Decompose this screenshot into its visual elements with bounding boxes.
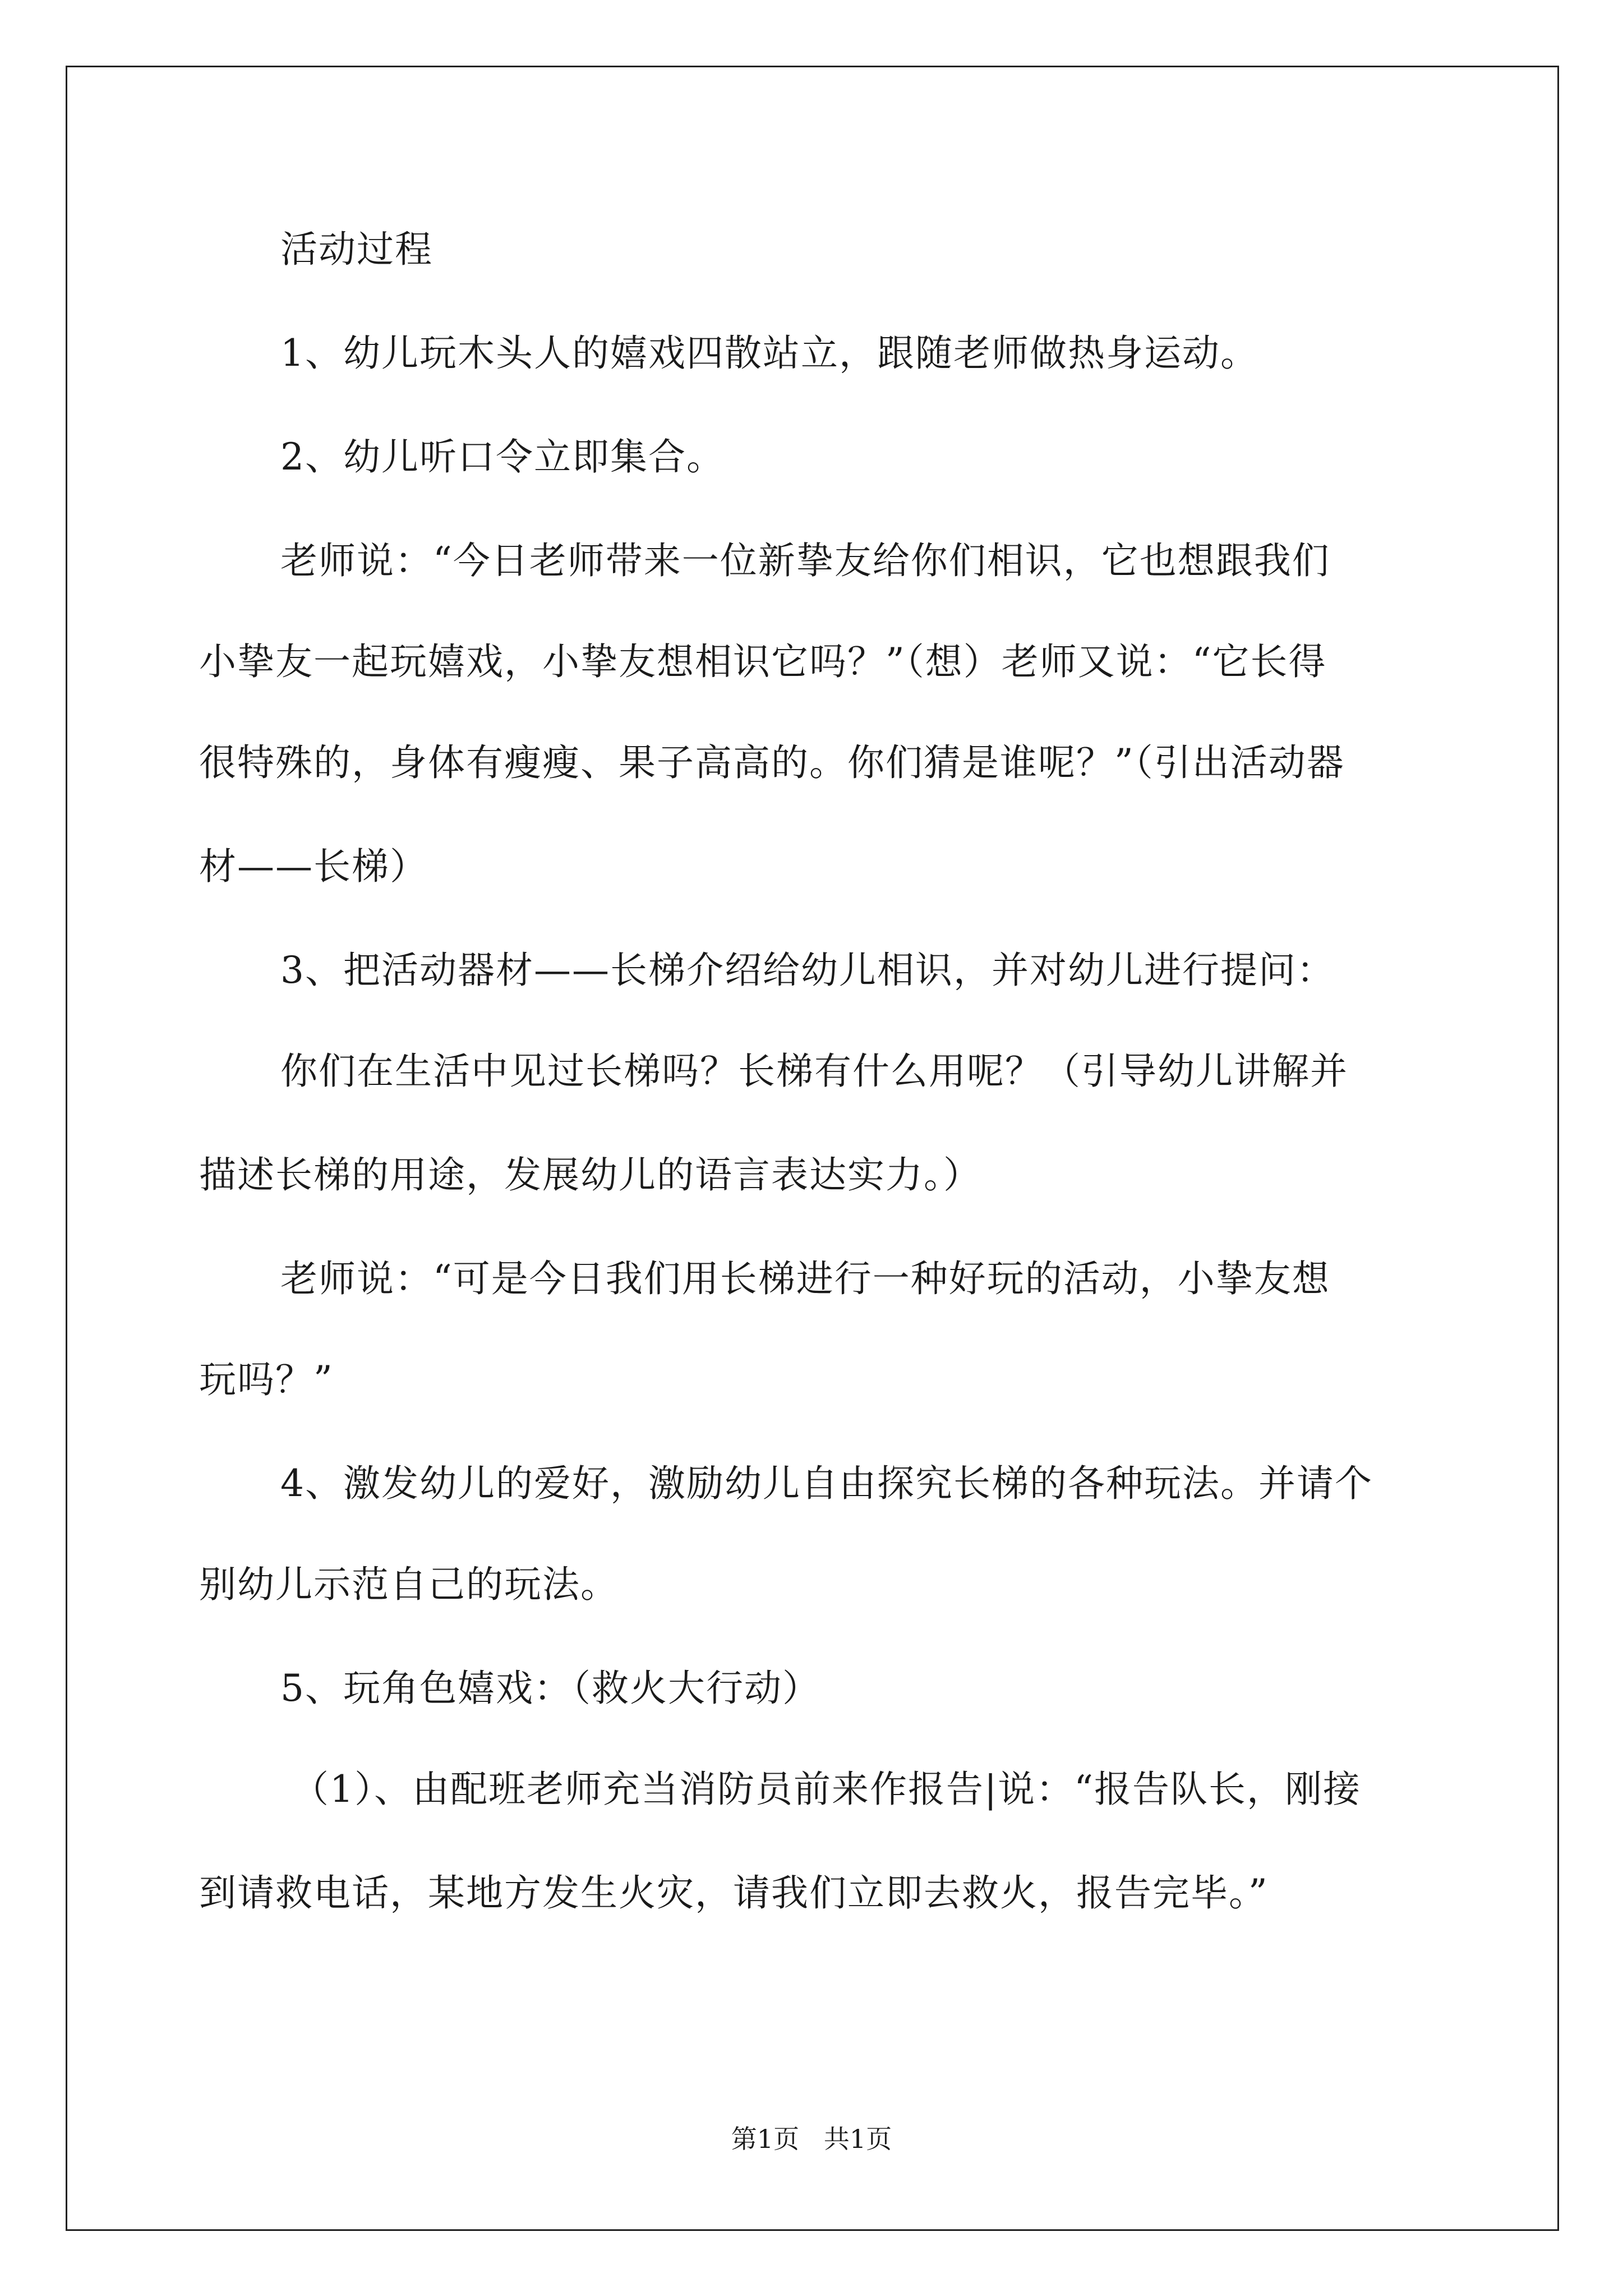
paragraph-line: 3、把活动器材——长梯介绍给幼儿相识，并对幼儿进行提问： [280,949,1335,992]
paragraph-line: 描述长梯的用途，发展幼儿的语言表达实力。） [199,1153,981,1197]
paragraph-line: 到请救电话，某地方发生火灾，请我们立即去救火，报告完毕。” [199,1871,1269,1915]
paragraph-line: 老师说：“今日老师带来一位新挚友给你们相识，它也想跟我们 [280,539,1330,582]
paragraph-line: 小挚友一起玩嬉戏，小挚友想相识它吗？”（想）老师又说：“它长得 [199,640,1327,683]
paragraph-line: 2、幼儿听口令立即集合。 [280,435,725,478]
paragraph-line: 别幼儿示范自己的玩法。 [199,1563,619,1606]
paragraph-line: 玩吗？” [199,1358,334,1401]
paragraph-line: 5、玩角色嬉戏：（救火大行动） [280,1667,820,1710]
paragraph-line: 你们在生活中见过长梯吗？长梯有什么用呢？（引导幼儿讲解并 [280,1050,1348,1093]
paragraph-line: （1）、由配班老师充当消防员前来作报告|说：“报告队长，刚接 [292,1768,1361,1811]
paragraph-line: 材——长梯） [199,845,428,888]
paragraph-line: 很特殊的，身体有瘦瘦、果子高高的。你们猜是谁呢？”（引出活动器 [199,741,1345,784]
paragraph-line: 4、激发幼儿的爱好，激励幼儿自由探究长梯的各种玩法。并请个 [280,1462,1373,1505]
paragraph-line: 老师说：“可是今日我们用长梯进行一种好玩的活动，小挚友想 [280,1257,1330,1300]
page-footer: 第1页 共1页 [731,2124,892,2154]
section-heading: 活动过程 [280,228,433,271]
paragraph-line: 1、幼儿玩木头人的嬉戏四散站立，跟随老师做热身运动。 [280,332,1258,375]
